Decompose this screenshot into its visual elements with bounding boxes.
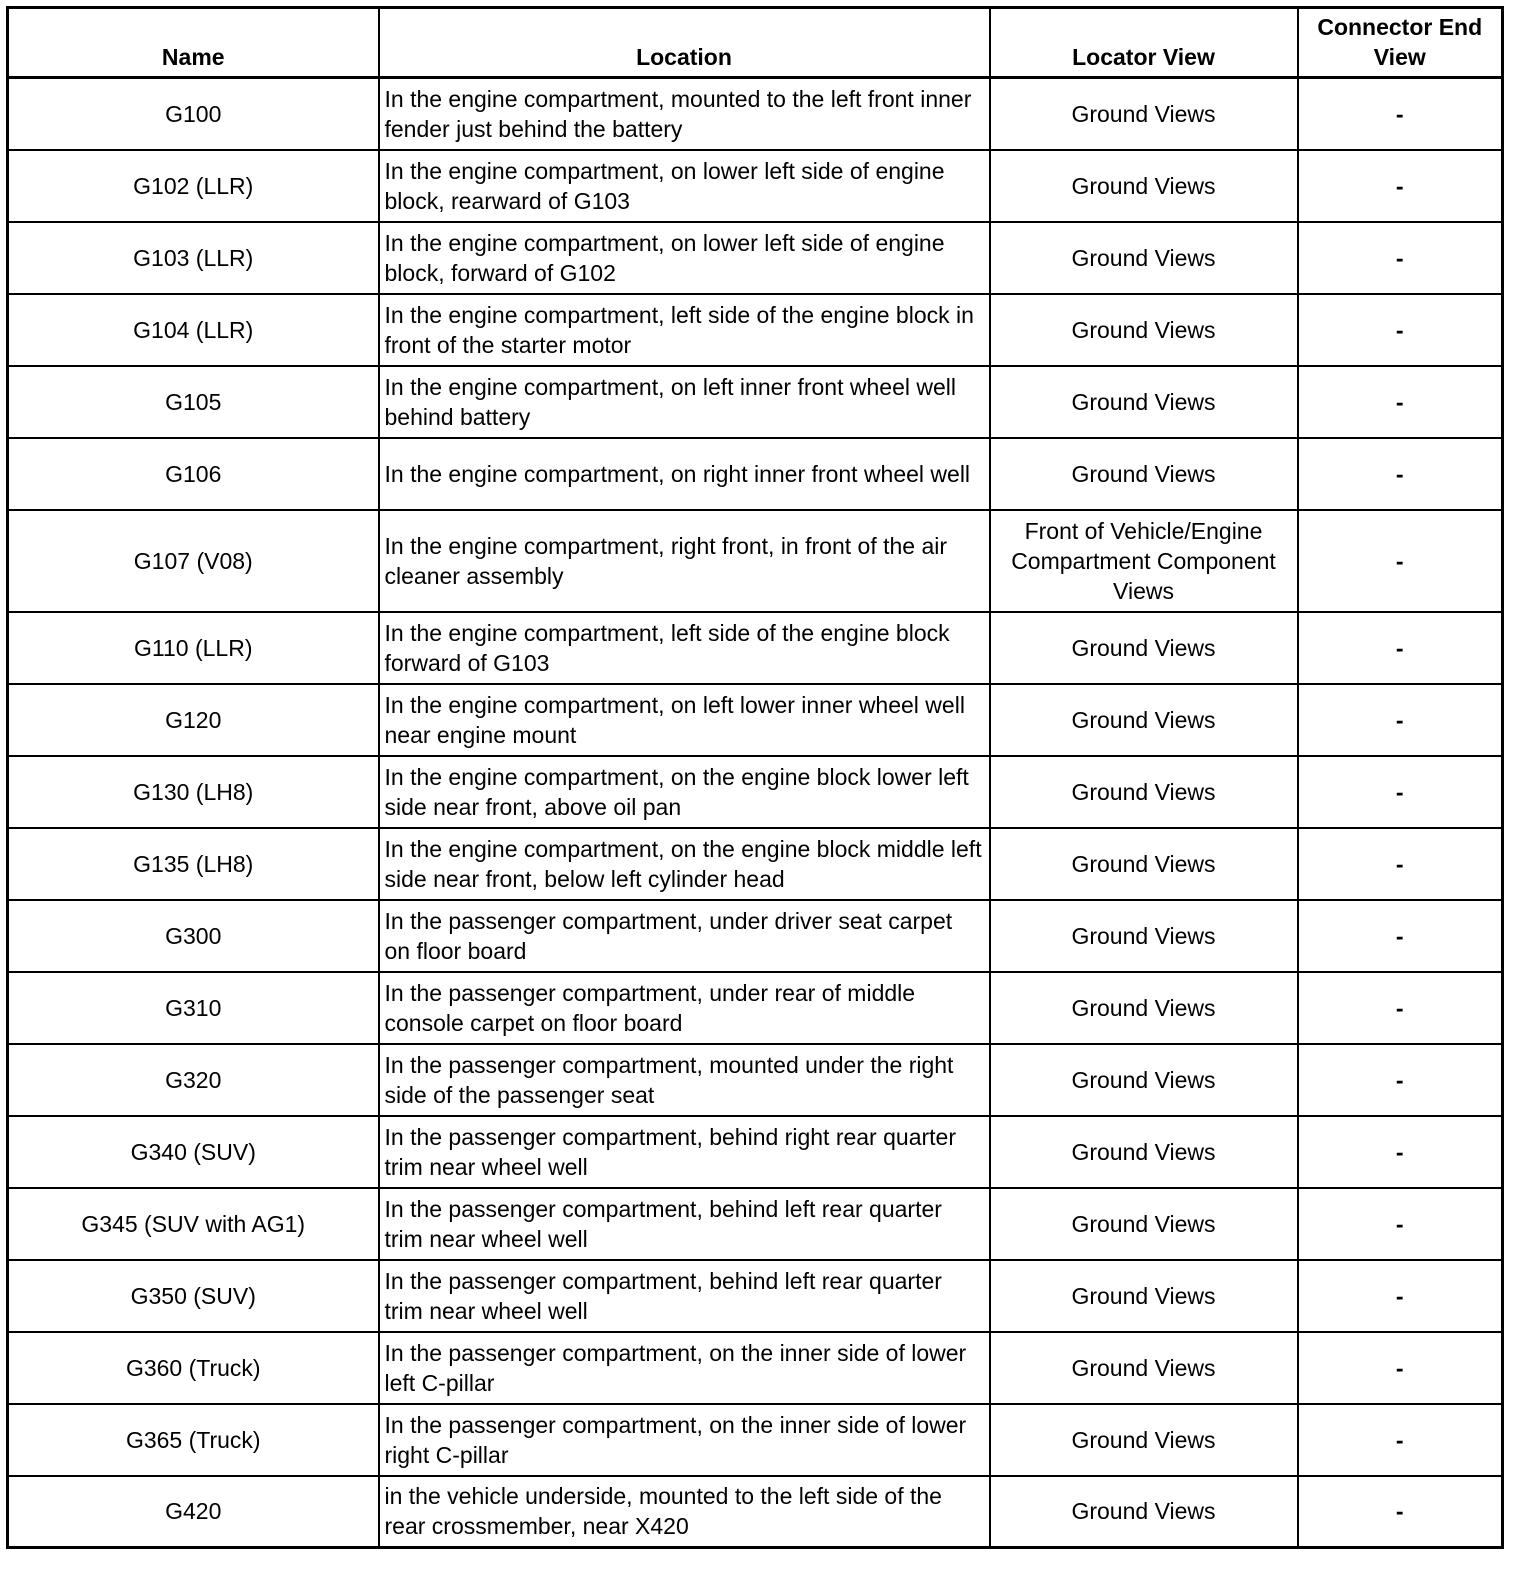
connector-end-view-cell: - bbox=[1298, 510, 1503, 612]
name-cell: G120 bbox=[8, 684, 379, 756]
header-row bbox=[8, 8, 1503, 78]
name-cell: G107 (V08) bbox=[8, 510, 379, 612]
locator-view-cell: Ground Views bbox=[990, 1044, 1298, 1116]
location-cell: In the engine compartment, on left lower inner wheel well near engine mount bbox=[379, 684, 990, 756]
name-cell: G300 bbox=[8, 900, 379, 972]
locator-view-cell: Ground Views bbox=[990, 684, 1298, 756]
table-row bbox=[8, 294, 1503, 366]
connector-end-view-cell: - bbox=[1298, 1116, 1503, 1188]
locator-view-cell: Ground Views bbox=[990, 1188, 1298, 1260]
location-cell: In the engine compartment, right front, in front of the air cleaner assembly bbox=[379, 510, 990, 612]
table-row bbox=[8, 828, 1503, 900]
table-row bbox=[8, 1044, 1503, 1116]
locator-view-cell: Ground Views bbox=[990, 900, 1298, 972]
locator-view-cell: Front of Vehicle/Engine Compartment Component Views bbox=[990, 510, 1298, 612]
location-cell: In the engine compartment, left side of the engine block forward of G103 bbox=[379, 612, 990, 684]
table-row bbox=[8, 612, 1503, 684]
name-cell: G102 (LLR) bbox=[8, 150, 379, 222]
table-row bbox=[8, 1188, 1503, 1260]
table-row bbox=[8, 1476, 1503, 1548]
connector-end-view-cell: - bbox=[1298, 1404, 1503, 1476]
column-header-name: Name bbox=[8, 8, 379, 78]
locator-view-cell: Ground Views bbox=[990, 972, 1298, 1044]
locator-view-cell: Ground Views bbox=[990, 438, 1298, 510]
name-cell: G320 bbox=[8, 1044, 379, 1116]
location-cell: In the engine compartment, left side of the engine block in front of the starter motor bbox=[379, 294, 990, 366]
connector-end-view-cell: - bbox=[1298, 1476, 1503, 1548]
locator-view-cell: Ground Views bbox=[990, 366, 1298, 438]
connector-end-view-cell: - bbox=[1298, 1260, 1503, 1332]
connector-end-view-cell: - bbox=[1298, 78, 1503, 150]
connector-end-view-cell: - bbox=[1298, 972, 1503, 1044]
locator-view-cell: Ground Views bbox=[990, 1476, 1298, 1548]
locator-view-cell: Ground Views bbox=[990, 1404, 1298, 1476]
table-row bbox=[8, 1332, 1503, 1404]
table-row bbox=[8, 684, 1503, 756]
name-cell: G104 (LLR) bbox=[8, 294, 379, 366]
connector-end-view-cell: - bbox=[1298, 438, 1503, 510]
location-cell: In the passenger compartment, behind left rear quarter trim near wheel well bbox=[379, 1260, 990, 1332]
locator-view-cell: Ground Views bbox=[990, 150, 1298, 222]
location-cell: in the vehicle underside, mounted to the left side of the rear crossmember, near X420 bbox=[379, 1476, 990, 1548]
location-cell: In the passenger compartment, under driver seat carpet on floor board bbox=[379, 900, 990, 972]
table-row bbox=[8, 972, 1503, 1044]
name-cell: G103 (LLR) bbox=[8, 222, 379, 294]
name-cell: G350 (SUV) bbox=[8, 1260, 379, 1332]
column-header-connector-end-view: Connector End View bbox=[1298, 8, 1503, 78]
name-cell: G310 bbox=[8, 972, 379, 1044]
connector-end-view-cell: - bbox=[1298, 150, 1503, 222]
name-cell: G360 (Truck) bbox=[8, 1332, 379, 1404]
name-cell: G420 bbox=[8, 1476, 379, 1548]
connector-end-view-cell: - bbox=[1298, 294, 1503, 366]
name-cell: G130 (LH8) bbox=[8, 756, 379, 828]
locator-view-cell: Ground Views bbox=[990, 756, 1298, 828]
locator-view-cell: Ground Views bbox=[990, 78, 1298, 150]
locator-view-cell: Ground Views bbox=[990, 828, 1298, 900]
name-cell: G105 bbox=[8, 366, 379, 438]
ground-locations-table bbox=[6, 6, 1504, 1549]
connector-end-view-cell: - bbox=[1298, 366, 1503, 438]
location-cell: In the passenger compartment, on the inner side of lower left C-pillar bbox=[379, 1332, 990, 1404]
table-row bbox=[8, 438, 1503, 510]
locator-view-cell: Ground Views bbox=[990, 1332, 1298, 1404]
location-cell: In the engine compartment, on right inner front wheel well bbox=[379, 438, 990, 510]
connector-end-view-cell: - bbox=[1298, 1332, 1503, 1404]
location-cell: In the engine compartment, on the engine block middle left side near front, below left cylinder head bbox=[379, 828, 990, 900]
connector-end-view-cell: - bbox=[1298, 1044, 1503, 1116]
name-cell: G345 (SUV with AG1) bbox=[8, 1188, 379, 1260]
locator-view-cell: Ground Views bbox=[990, 294, 1298, 366]
column-header-locator-view: Locator View bbox=[990, 8, 1298, 78]
table-row bbox=[8, 366, 1503, 438]
location-cell: In the passenger compartment, under rear of middle console carpet on floor board bbox=[379, 972, 990, 1044]
location-cell: In the passenger compartment, on the inner side of lower right C-pillar bbox=[379, 1404, 990, 1476]
location-cell: In the engine compartment, on the engine block lower left side near front, above oil pan bbox=[379, 756, 990, 828]
location-cell: In the engine compartment, mounted to the left front inner fender just behind the battery bbox=[379, 78, 990, 150]
location-cell: In the engine compartment, on lower left side of engine block, rearward of G103 bbox=[379, 150, 990, 222]
name-cell: G365 (Truck) bbox=[8, 1404, 379, 1476]
locator-view-cell: Ground Views bbox=[990, 612, 1298, 684]
name-cell: G100 bbox=[8, 78, 379, 150]
name-cell: G340 (SUV) bbox=[8, 1116, 379, 1188]
location-cell: In the engine compartment, on lower left side of engine block, forward of G102 bbox=[379, 222, 990, 294]
locator-view-cell: Ground Views bbox=[990, 222, 1298, 294]
table-row bbox=[8, 510, 1503, 612]
connector-end-view-cell: - bbox=[1298, 612, 1503, 684]
table-row bbox=[8, 1260, 1503, 1332]
table-row bbox=[8, 1116, 1503, 1188]
table-row bbox=[8, 150, 1503, 222]
table-row bbox=[8, 756, 1503, 828]
column-header-location: Location bbox=[379, 8, 990, 78]
location-cell: In the passenger compartment, mounted under the right side of the passenger seat bbox=[379, 1044, 990, 1116]
table-row bbox=[8, 1404, 1503, 1476]
location-cell: In the passenger compartment, behind left rear quarter trim near wheel well bbox=[379, 1188, 990, 1260]
locator-view-cell: Ground Views bbox=[990, 1116, 1298, 1188]
connector-end-view-cell: - bbox=[1298, 684, 1503, 756]
connector-end-view-cell: - bbox=[1298, 828, 1503, 900]
location-cell: In the engine compartment, on left inner front wheel well behind battery bbox=[379, 366, 990, 438]
connector-end-view-cell: - bbox=[1298, 222, 1503, 294]
table-row bbox=[8, 78, 1503, 150]
name-cell: G135 (LH8) bbox=[8, 828, 379, 900]
location-cell: In the passenger compartment, behind right rear quarter trim near wheel well bbox=[379, 1116, 990, 1188]
name-cell: G110 (LLR) bbox=[8, 612, 379, 684]
connector-end-view-cell: - bbox=[1298, 1188, 1503, 1260]
name-cell: G106 bbox=[8, 438, 379, 510]
table-row bbox=[8, 900, 1503, 972]
connector-end-view-cell: - bbox=[1298, 900, 1503, 972]
connector-end-view-cell: - bbox=[1298, 756, 1503, 828]
locator-view-cell: Ground Views bbox=[990, 1260, 1298, 1332]
table-row bbox=[8, 222, 1503, 294]
